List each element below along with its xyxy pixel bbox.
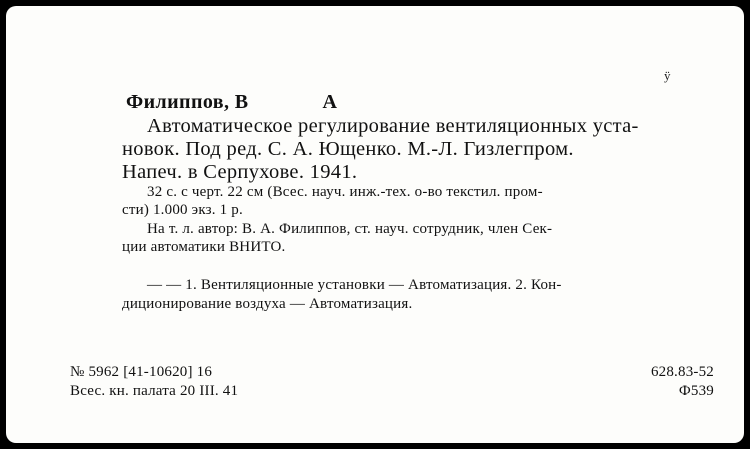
catalog-card [6, 6, 744, 443]
note-line-1: На т. л. автор: В. А. Филиппов, ст. науч. сотрудник, член Сек- [147, 221, 553, 237]
author-name: Филиппов, В [126, 91, 249, 113]
card-number: № 5962 [41-10620] 16 [70, 364, 213, 380]
title-line-3: Напеч. в Серпухове. 1941. [122, 161, 358, 183]
shelf-mark: Ф539 [678, 383, 714, 399]
note-line-2: ции автоматики ВНИТО. [122, 239, 286, 255]
description-line-2: сти) 1.000 экз. 1 р. [122, 202, 243, 218]
subject-line-2: диционирование воздуха — Автоматизация. [122, 296, 413, 312]
udc-code: 628.83-52 [650, 364, 714, 380]
description-line-1: 32 с. с черт. 22 см (Всес. науч. инж.-тех. о-во текстил. пром- [147, 184, 543, 200]
author-initial: А [322, 91, 338, 113]
corner-mark: ÿ [664, 68, 671, 83]
card-heading [126, 92, 337, 112]
title-line-2: новок. Под ред. С. А. Ющенко. М.-Л. Гизлегпром. [122, 138, 574, 160]
subject-line-1: — — 1. Вентиляционные установки — Автоматизация. 2. Кон- [147, 277, 562, 293]
title-line-1: Автоматическое регулирование вентиляционных уста- [147, 115, 639, 137]
book-chamber-line: Всес. кн. палата 20 III. 41 [70, 383, 239, 399]
